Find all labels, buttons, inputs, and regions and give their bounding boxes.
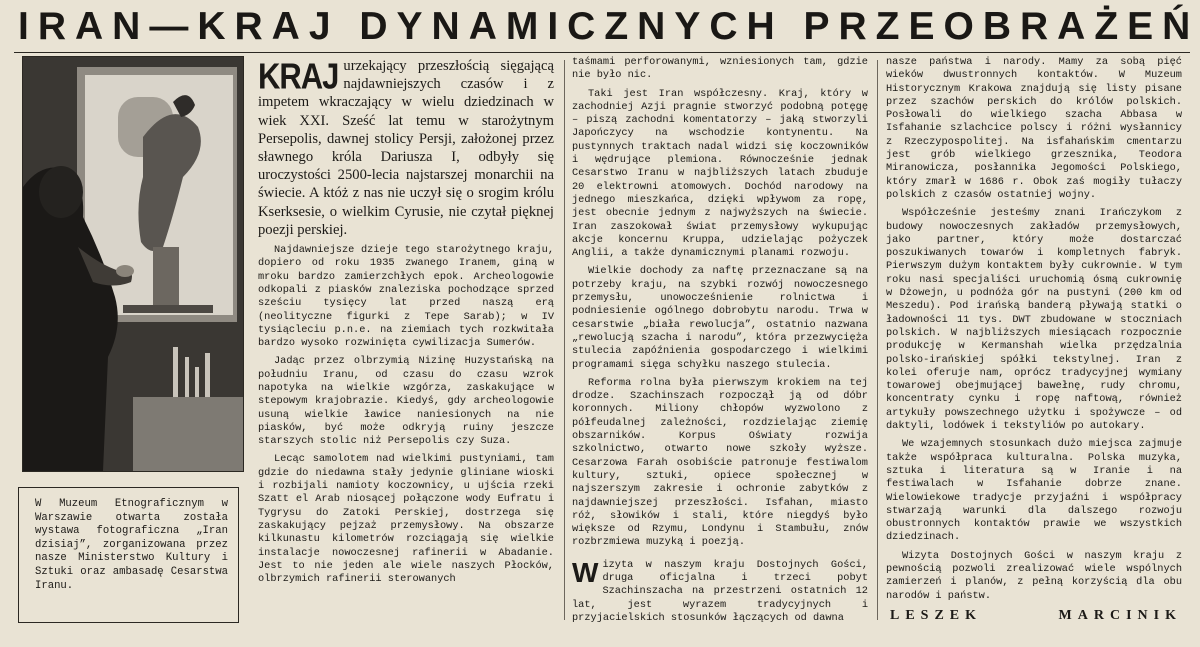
paragraph: Wizyta Dostojnych Gości w naszym kraju z pewnością pozwoli zrealizować wiele wspólnych zamierzeń i planów, z pełną korzyścią dla obu narodów i państw. (886, 549, 1182, 602)
column-divider (877, 60, 878, 620)
article-photo (22, 56, 244, 472)
paragraph: Wielkie dochody za naftę przeznaczane są na potrzeby kraju, na szybki rozwój nowoczesnego przemysłu, unowocześnienie rolnictwa i podniesienie ogólnego dobrobytu narodu. Trwa w cesarstwie „biała rewolucja”, ostatnio nazwana „rewolucją szacha i narodu”, która przezwycięża stulecia zapóźnienia gospodarczego i wielkimi programami sięga schyłku naszego stulecia. (572, 265, 868, 371)
photo-caption: W Muzeum Etnograficznym w Warszawie otwarta została wystawa fotograficzna „Iran dzisiaj”, zorganizowana przez nasze Ministerstwo Kultury i Sztuki oraz ambasadę Cesarstwa Iranu. (35, 498, 228, 592)
article-column-3 (886, 56, 1182, 603)
lead-paragraph (258, 57, 554, 239)
paragraph: Najdawniejsze dzieje tego starożytnego kraju, dopiero od roku 1935 zwanego Iranem, giną w mroku bardzo zamierzchłych epok. Archeologowie odkopali z piasków znaleziska pochodzące sprzed sześciu tysięcy lat przed naszą erą (neolityczne figurki z Tepe Sarab); w IV tysiącleciu p.n.e. na ziemiach tych rozkwitała bardzo wysoko rozwinięta cywilizacja Sumerów. (258, 244, 554, 350)
paragraph: We wzajemnych stosunkach dużo miejsca zajmuje także współpraca kulturalna. Polska muzyka, sztuka i literatura są w Iranie i na festiwalach w Isfahanie dobrze znane. Wielowiekowe tradycje przyjaźni i współpracy stwarzają warunki dla dalszego rozwoju obustronnych kontaktów prawie we wszystkich dziedzinach. (886, 438, 1182, 544)
headline: IRAN—KRAJ DYNAMICZNYCH PRZEOBRAŻEŃ (18, 5, 1200, 48)
visit-paragraph (572, 556, 868, 625)
paragraph: Taki jest Iran współczesny. Kraj, który w zachodniej Azji pragnie stworzyć podobną potęgę – piszą zachodni komentatorzy – jaką stworzyli Japończycy na wschodzie kontynentu. Na pustynnych traktach nadal widzi się koczowników i wędrujące plemiona. Równocześnie jednak Cesarstwo Iranu w najbliższych latach zbuduje 20 elektrowni atomowych. Dochód narodowy na jednego mieszkańca, dzięki wpływom za ropę, jest obecnie jednym z najwyższych na świecie. Iran zaszokował świat przemysłowy wykupując akcje koncernu Kruppa, udzielając pożyczek Anglii, a także dynamicznymi planami rozwoju. (572, 87, 868, 260)
paragraph: Reforma rolna była pierwszym krokiem na tej drodze. Szachinszach rozpoczął ją od dóbr koronnych. Miliony chłopów wyzwolono z półfeudalnej zależności, rozdzielając ziemię obszarników. Korpus Oświaty rozwija szkolnictwo, otwarto nowe szkoły wyższe. Cesarzowa Farah osobiście patronuje festiwalom kultury, sztuki, opiece społecznej w najszerszym zakresie i ochronie zabytków z najdawniejszej przeszłości. Isfahan, miasto róż, słowików i stali, które niegdyś było większe od Rzymu, Londynu i Stambułu, znów rozbrzmiewa muzyką i poezją. (572, 376, 868, 549)
visit-text: izyta w naszym kraju Dostojnych Gości, druga oficjalna i trzeci pobyt Szachinszacha na przestrzeni ostatnich 12 lat, jest wyrazem tradycyjnych i przyjacielskich stosunków łączących od dawna (572, 558, 868, 624)
paragraph: Współcześnie jesteśmy znani Irańczykom z budowy nowoczesnych zakładów przemysłowych, jako partner, który może dostarczać poszukiwanych towarów i kompletnych fabryk. Pierwszym dużym kontaktem były cukrownie. W tym roku nasi specjaliści uruchomią ósmą cukrownię w Dżowejn, u podnóża gór na pustyni (200 km od Meszedu). Pod irańską banderą pływają statki o ładowności 11 tys. DWT zbudowane w stoczniach polskich. W najbliższych miesiącach rozpocznie produkcję w Kermanshah wielka przędzalnia polsko-irańskiej spółki tekstylnej. Iran z kolei oferuje nam, oprócz tradycyjnej wymiany towarowej obejmującej bawełnę, rudy chromu, koncentraty cynku i ropę naftową, również artykuły powszechnego użytku i spożywcze – od daktyli, lodówek i tekstyliów po autokary. (886, 207, 1182, 433)
article-column-1 (258, 57, 554, 586)
drop-cap: W (572, 556, 599, 588)
lead-word: KRAJ (258, 55, 339, 97)
paragraph: Lecąc samolotem nad wielkimi pustyniami, tam gdzie do niedawna stały jedynie gliniane wioski i rozbijali namioty koczownicy, u ujścia rzeki Szatt el Arab niosącej połączone wody Eufratu i Tygrysu do Zatoki Perskiej, dostrzega się zaskakujący pejzaż przemysłowy. Na obszarze kilkunastu kilometrów rozciągają się wielkie instalacje nowoczesnej rafinerii w Abadanie. Jest to nie jeden ale wiele naszych Płocków, olbrzymich rafinerii sterowanych (258, 453, 554, 586)
lead-text: urzekający przeszłością sięgającą najdawniejszych czasów i z impetem wkraczający w wielu dziedzinach w wiek XXI. Sześć lat temu w starożytnym Persepolis, dawnej stolicy Persji, założonej przez sławnego króla Dariusza I, odbyły się uroczystości 2500-lecia najstarszej monarchii na świecie. A któż z nas nie uczył się o srogim królu Kserksesie, o wielkim Cyrusie, nie czytał pięknej poezji perskiej. (258, 58, 554, 238)
paragraph: taśmami perforowanymi, wzniesionych tam, gdzie nie było nic. (572, 56, 868, 82)
paragraph: Jadąc przez olbrzymią Nizinę Huzystańską na południu Iranu, od czasu do czasu wzrok napotyka na wielkie wzgórza, zaskakujące w stepowym krajobrazie. Kiedyś, gdy archeologowie usuną wielkie ławice naniesionych na nie piasków, być może odkryją ruiny jeszcze starszych stolic niż Persepolis czy Suza. (258, 355, 554, 448)
headline-rule (14, 52, 1190, 53)
photo-caption-box (18, 487, 239, 623)
author-byline: LESZEK MARCINIK (890, 608, 1182, 623)
article-column-2 (572, 56, 868, 625)
paragraph: nasze państwa i narody. Mamy za sobą pięć wieków dwustronnych kontaktów. W Muzeum Historycznym Krakowa znajdują się listy pisane przez szachów perskich do królów polskich. Posłowali do wielkiego szacha Abbasa w Isfahanie szlachcice polscy i różni wysłannicy z Rzeczypospolitej. Na isfahańskim cmentarzu jest grób wielkiego grzesznika, Teodora Miranowicza, posłannika Jegomości Polskiego, który zmarł w 1686 r. Obok zaś mogiły tułaczy polskich z czasów ostatniej wojny. (886, 56, 1182, 201)
column-divider (564, 60, 565, 620)
